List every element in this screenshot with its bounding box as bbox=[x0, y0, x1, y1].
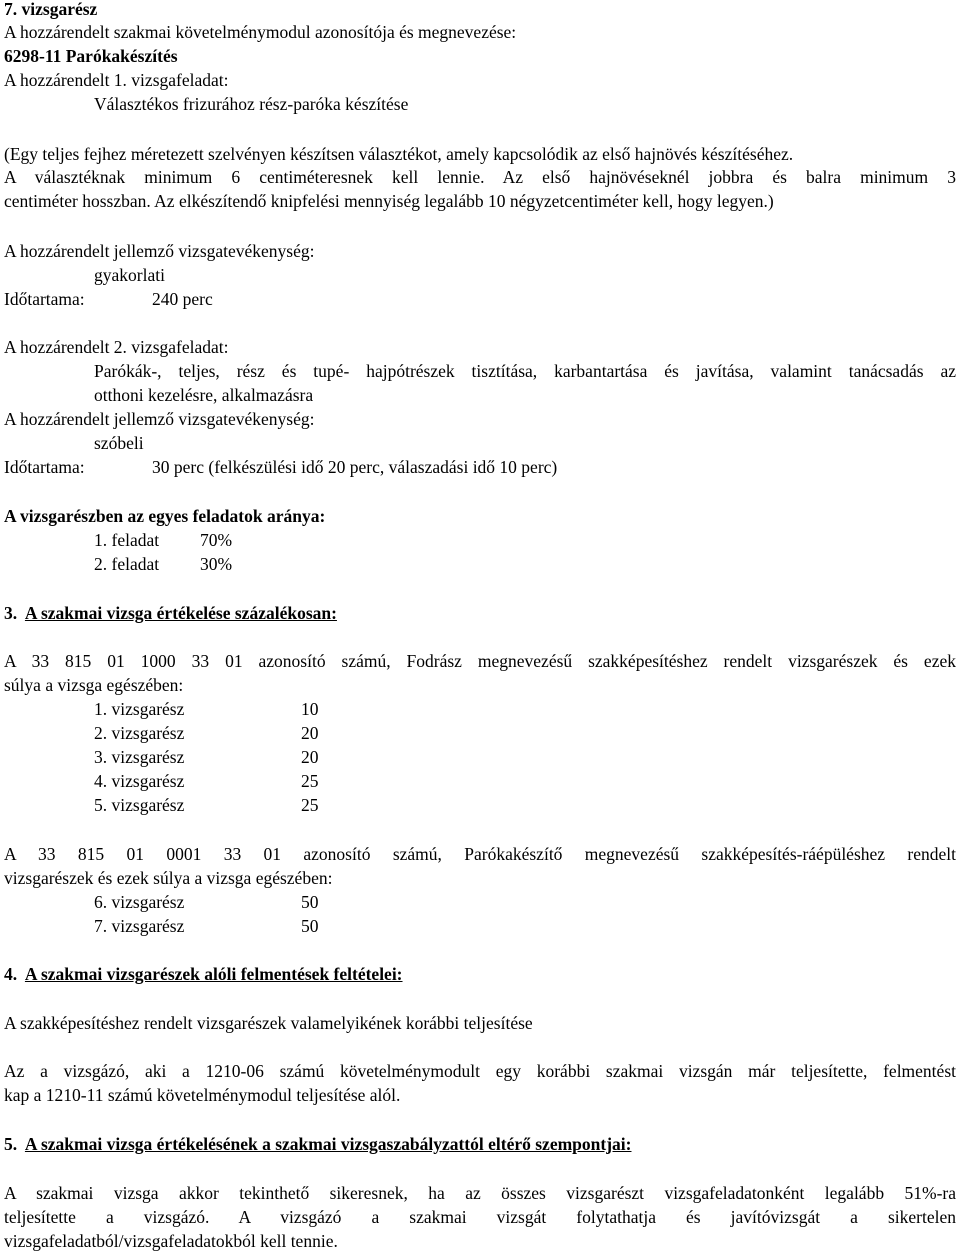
section-3-heading bbox=[4, 602, 956, 624]
section-4-number: 4. bbox=[4, 964, 18, 984]
task1-activity-label: A hozzárendelt jellemző vizsgatevékenység: bbox=[4, 241, 315, 261]
module-intro: A hozzárendelt szakmai követelménymodul azonosítója és megnevezése: bbox=[4, 22, 517, 42]
section-5-para-line: vizsgafeladatból/vizsgafeladatokból kell tennie. bbox=[4, 1231, 338, 1251]
task2-activity: szóbeli bbox=[94, 433, 144, 453]
ratio-pct: 70% bbox=[200, 530, 233, 550]
task2-duration-label: Időtartama: bbox=[4, 457, 85, 477]
module-name: 6298-11 Parókakészítés bbox=[4, 46, 178, 66]
section-5-title: A szakmai vizsga értékelésének a szakmai vizsgaszabályzattól eltérő szempontjai: bbox=[24, 1134, 632, 1154]
section-3-number: 3. bbox=[4, 603, 18, 623]
section-4-heading bbox=[4, 963, 956, 985]
weight-value: 10 bbox=[301, 699, 319, 719]
task2-desc-line: Parókák-, teljes, rész és tupé- hajpótrészek tisztítása, karbantartása és javítása, valamint tanácsadás az bbox=[94, 361, 956, 381]
weight-part: 7. vizsgarész bbox=[94, 916, 185, 936]
weight-part: 3. vizsgarész bbox=[94, 747, 185, 767]
weight-part: 2. vizsgarész bbox=[94, 723, 185, 743]
task1-desc-line: (Egy teljes fejhez méretezett szelvényen készítsen választékot, amely kapcsolódik az első hajnövés készítéséhez. bbox=[4, 144, 794, 164]
ratio-pct: 30% bbox=[200, 554, 233, 574]
section-7-heading: 7. vizsgarész bbox=[4, 0, 98, 19]
task2-activity-label: A hozzárendelt jellemző vizsgatevékenység: bbox=[4, 409, 315, 429]
task2-label: A hozzárendelt 2. vizsgafeladat: bbox=[4, 337, 229, 357]
section-3-title: A szakmai vizsga értékelése százalékosan: bbox=[24, 603, 337, 623]
weight-value: 20 bbox=[301, 747, 319, 767]
task1-duration-label: Időtartama: bbox=[4, 289, 85, 309]
section-4-title: A szakmai vizsgarészek alóli felmentések feltételei: bbox=[24, 964, 403, 984]
task1-desc-line: centiméter hosszban. Az elkészítendő knipfelési mennyiség legalább 10 négyzetcentiméter kell, hogy legyen.) bbox=[4, 191, 774, 211]
weight-part: 5. vizsgarész bbox=[94, 795, 185, 815]
task2-duration: 30 perc (felkészülési idő 20 perc, válaszadási idő 10 perc) bbox=[152, 457, 558, 477]
ratio-heading: A vizsgarészben az egyes feladatok aránya: bbox=[4, 506, 326, 526]
section-5-number: 5. bbox=[4, 1134, 18, 1154]
weight-value: 25 bbox=[301, 795, 319, 815]
section-5-heading bbox=[4, 1133, 956, 1155]
section-3-para2-line: vizsgarészek és ezek súlya a vizsga egészében: bbox=[4, 868, 333, 888]
section-4-para2-line: kap a 1210-11 számú követelménymodul teljesítése alól. bbox=[4, 1085, 401, 1105]
task1-desc-line: A választéknak minimum 6 centiméteresnek kell lennie. Az első hajnövéseknél jobbra és balra minimum 3 bbox=[4, 167, 956, 187]
task2-desc-line: otthoni kezelésre, alkalmazásra bbox=[94, 385, 314, 405]
weight-value: 25 bbox=[301, 771, 319, 791]
task1-title: Választékos frizurához rész-paróka készítése bbox=[94, 94, 409, 114]
task1-activity: gyakorlati bbox=[94, 265, 165, 285]
section-4-para1: A szakképesítéshez rendelt vizsgarészek valamelyikének korábbi teljesítése bbox=[4, 1013, 533, 1033]
weight-part: 4. vizsgarész bbox=[94, 771, 185, 791]
section-3-para2-line: A 33 815 01 0001 33 01 azonosító számú, Parókakészítő megnevezésű szakképesítés-ráépüléshez rendelt bbox=[4, 844, 956, 864]
weight-value: 50 bbox=[301, 916, 319, 936]
weight-value: 20 bbox=[301, 723, 319, 743]
weight-value: 50 bbox=[301, 892, 319, 912]
section-3-para1-line: A 33 815 01 1000 33 01 azonosító számú, Fodrász megnevezésű szakképesítéshez rendelt vizsgarészek és ezek bbox=[4, 651, 956, 671]
section-5-para-line: A szakmai vizsga akkor tekinthető sikeresnek, ha az összes vizsgarészt vizsgafeladatonként legalább 51%-ra bbox=[4, 1183, 956, 1203]
task1-duration: 240 perc bbox=[152, 289, 213, 309]
section-5-para-line: teljesítette a vizsgázó. A vizsgázó a szakmai vizsgát folytathatja és javítóvizsgát a sikertelen bbox=[4, 1207, 956, 1227]
task1-label: A hozzárendelt 1. vizsgafeladat: bbox=[4, 70, 229, 90]
ratio-task: 2. feladat bbox=[94, 554, 160, 574]
section-4-para2-line: Az a vizsgázó, aki a 1210-06 számú követelménymodult egy korábbi szakmai vizsgán már teljesítette, felmentést bbox=[4, 1061, 956, 1081]
section-3-para1-line: súlya a vizsga egészében: bbox=[4, 675, 184, 695]
weight-part: 6. vizsgarész bbox=[94, 892, 185, 912]
ratio-task: 1. feladat bbox=[94, 530, 160, 550]
weight-part: 1. vizsgarész bbox=[94, 699, 185, 719]
